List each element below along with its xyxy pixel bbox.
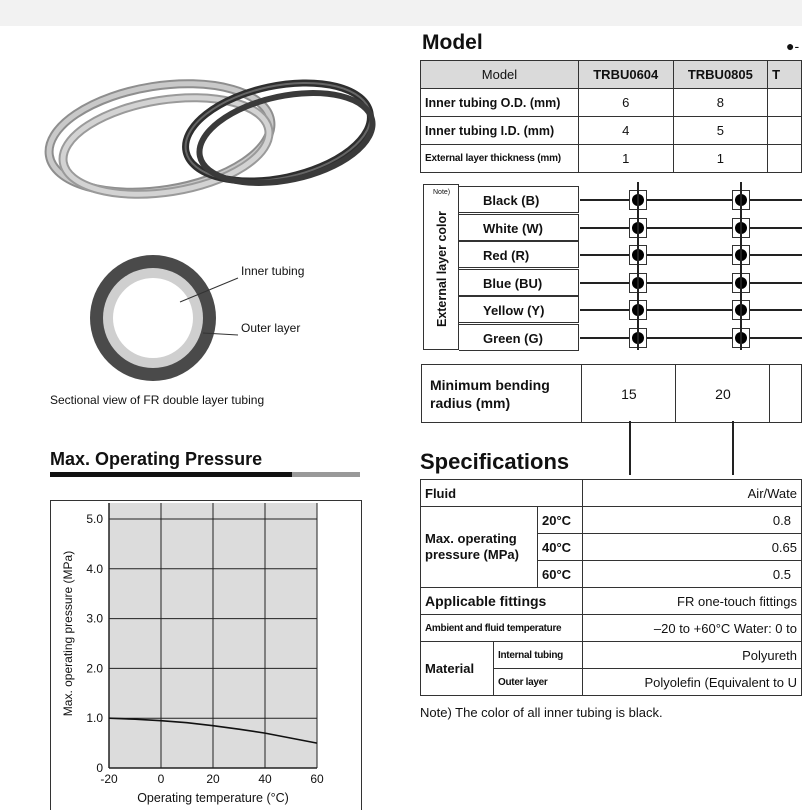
connector-line — [732, 421, 734, 475]
color-name: Blue (BU) — [459, 269, 579, 296]
header-partial: T — [768, 61, 802, 89]
bending-radius-table — [421, 364, 802, 423]
fittings-value: FR one-touch fittings — [583, 588, 802, 615]
table-row — [421, 117, 802, 145]
bullet-marker: ●- — [786, 38, 800, 54]
availability-line — [580, 337, 802, 339]
footnote: Note) The color of all inner tubing is black. — [420, 705, 663, 720]
x-axis-title: Operating temperature (°C) — [137, 791, 289, 805]
external-layer-color-label — [423, 184, 459, 350]
y-tick-label: 0 — [96, 761, 103, 775]
y-tick-label: 5.0 — [86, 512, 103, 526]
color-name: Yellow (Y) — [459, 296, 579, 323]
x-tick-label: 60 — [310, 772, 324, 786]
cell-value: 6 — [578, 89, 673, 117]
header-model: Model — [421, 61, 579, 89]
bend-partial-cell — [770, 365, 802, 423]
color-name: Green (G) — [459, 324, 579, 351]
pressure-value-40: 0.65 — [583, 534, 802, 561]
pressure-value-20: 0.8 — [583, 507, 802, 534]
tubing-photo — [40, 60, 380, 210]
x-tick-label: 0 — [157, 772, 165, 786]
material-label: Material — [421, 642, 494, 696]
row-label-od: Inner tubing O.D. (mm) — [421, 89, 579, 117]
table-row — [421, 615, 802, 642]
fluid-label: Fluid — [421, 480, 583, 507]
sectional-view-caption: Sectional view of FR double layer tubing — [50, 393, 265, 407]
cell-value — [768, 117, 802, 145]
availability-line — [580, 282, 802, 284]
cell-value — [768, 145, 802, 173]
internal-tubing-label: Internal tubing — [494, 642, 583, 669]
color-name: Red (R) — [459, 241, 579, 268]
top-bar — [0, 0, 802, 26]
outer-layer-label-cell: Outer layer — [494, 669, 583, 696]
cell-value: 8 — [673, 89, 768, 117]
availability-line — [580, 227, 802, 229]
temp-60: 60°C — [538, 561, 583, 588]
bend-label — [422, 365, 582, 423]
heading-underline — [50, 472, 360, 477]
color-availability-block — [421, 182, 802, 350]
pressure-heading: Max. Operating Pressure — [50, 449, 263, 469]
bend-value: 15 — [582, 365, 676, 423]
x-tick-label: 20 — [206, 772, 220, 786]
y-tick-label: 3.0 — [86, 611, 103, 626]
inner-tubing-label: Inner tubing — [241, 264, 305, 278]
pressure-label-line1: Max. operating — [425, 531, 517, 546]
cell-value — [768, 89, 802, 117]
row-label-thickness: External layer thickness (mm) — [421, 145, 579, 173]
cell-value: 4 — [578, 117, 673, 145]
fittings-label: Applicable fittings — [421, 588, 583, 615]
availability-line — [580, 199, 802, 201]
temp-40: 40°C — [538, 534, 583, 561]
availability-connector — [637, 182, 639, 350]
specifications-table — [420, 479, 802, 696]
ambient-value: –20 to +60°C Water: 0 to — [583, 615, 802, 642]
vertical-title: External layer color — [435, 210, 449, 328]
cell-value: 1 — [578, 145, 673, 173]
pressure-label-line2: pressure (MPa) — [425, 547, 519, 562]
color-name: White (W) — [459, 214, 579, 241]
x-tick-label: -20 — [100, 772, 118, 786]
row-label-id: Inner tubing I.D. (mm) — [421, 117, 579, 145]
model-table-header — [421, 61, 802, 89]
model-table — [420, 60, 802, 173]
ambient-label: Ambient and fluid temperature — [421, 615, 583, 642]
table-row — [421, 89, 802, 117]
bend-label-line1: Minimum bending — [430, 376, 550, 393]
specifications-heading: Specifications — [420, 449, 570, 474]
pressure-chart — [50, 500, 362, 809]
connector-line — [629, 421, 631, 475]
fluid-value: Air/Wate — [583, 480, 802, 507]
y-axis-title: Max. operating pressure (MPa) — [61, 550, 75, 717]
note-marker: Note) — [433, 189, 451, 196]
header-trbu0805: TRBU0805 — [673, 61, 768, 89]
table-row — [421, 642, 802, 669]
pressure-value-60: 0.5 — [583, 561, 802, 588]
outer-layer-value: Polyolefin (Equivalent to U — [583, 669, 802, 696]
bend-label-line2: radius (mm) — [430, 394, 511, 411]
pressure-label — [421, 507, 538, 588]
color-name: Black (B) — [459, 186, 579, 213]
availability-line — [580, 309, 802, 311]
bend-value: 20 — [676, 365, 770, 423]
temp-20: 20°C — [538, 507, 583, 534]
y-tick-label: 4.0 — [86, 561, 103, 576]
table-row — [421, 480, 802, 507]
y-tick-label: 2.0 — [86, 661, 103, 676]
table-row — [421, 145, 802, 173]
availability-connector — [740, 182, 742, 350]
x-tick-label: 40 — [258, 772, 272, 786]
table-row — [421, 588, 802, 615]
outer-layer-label: Outer layer — [241, 321, 301, 335]
model-heading: Model — [422, 31, 483, 54]
header-trbu0604: TRBU0604 — [578, 61, 673, 89]
cell-value: 1 — [673, 145, 768, 173]
internal-tubing-value: Polyureth — [583, 642, 802, 669]
y-tick-label: 1.0 — [86, 711, 103, 726]
cell-value: 5 — [673, 117, 768, 145]
availability-line — [580, 254, 802, 256]
table-row — [421, 507, 802, 534]
